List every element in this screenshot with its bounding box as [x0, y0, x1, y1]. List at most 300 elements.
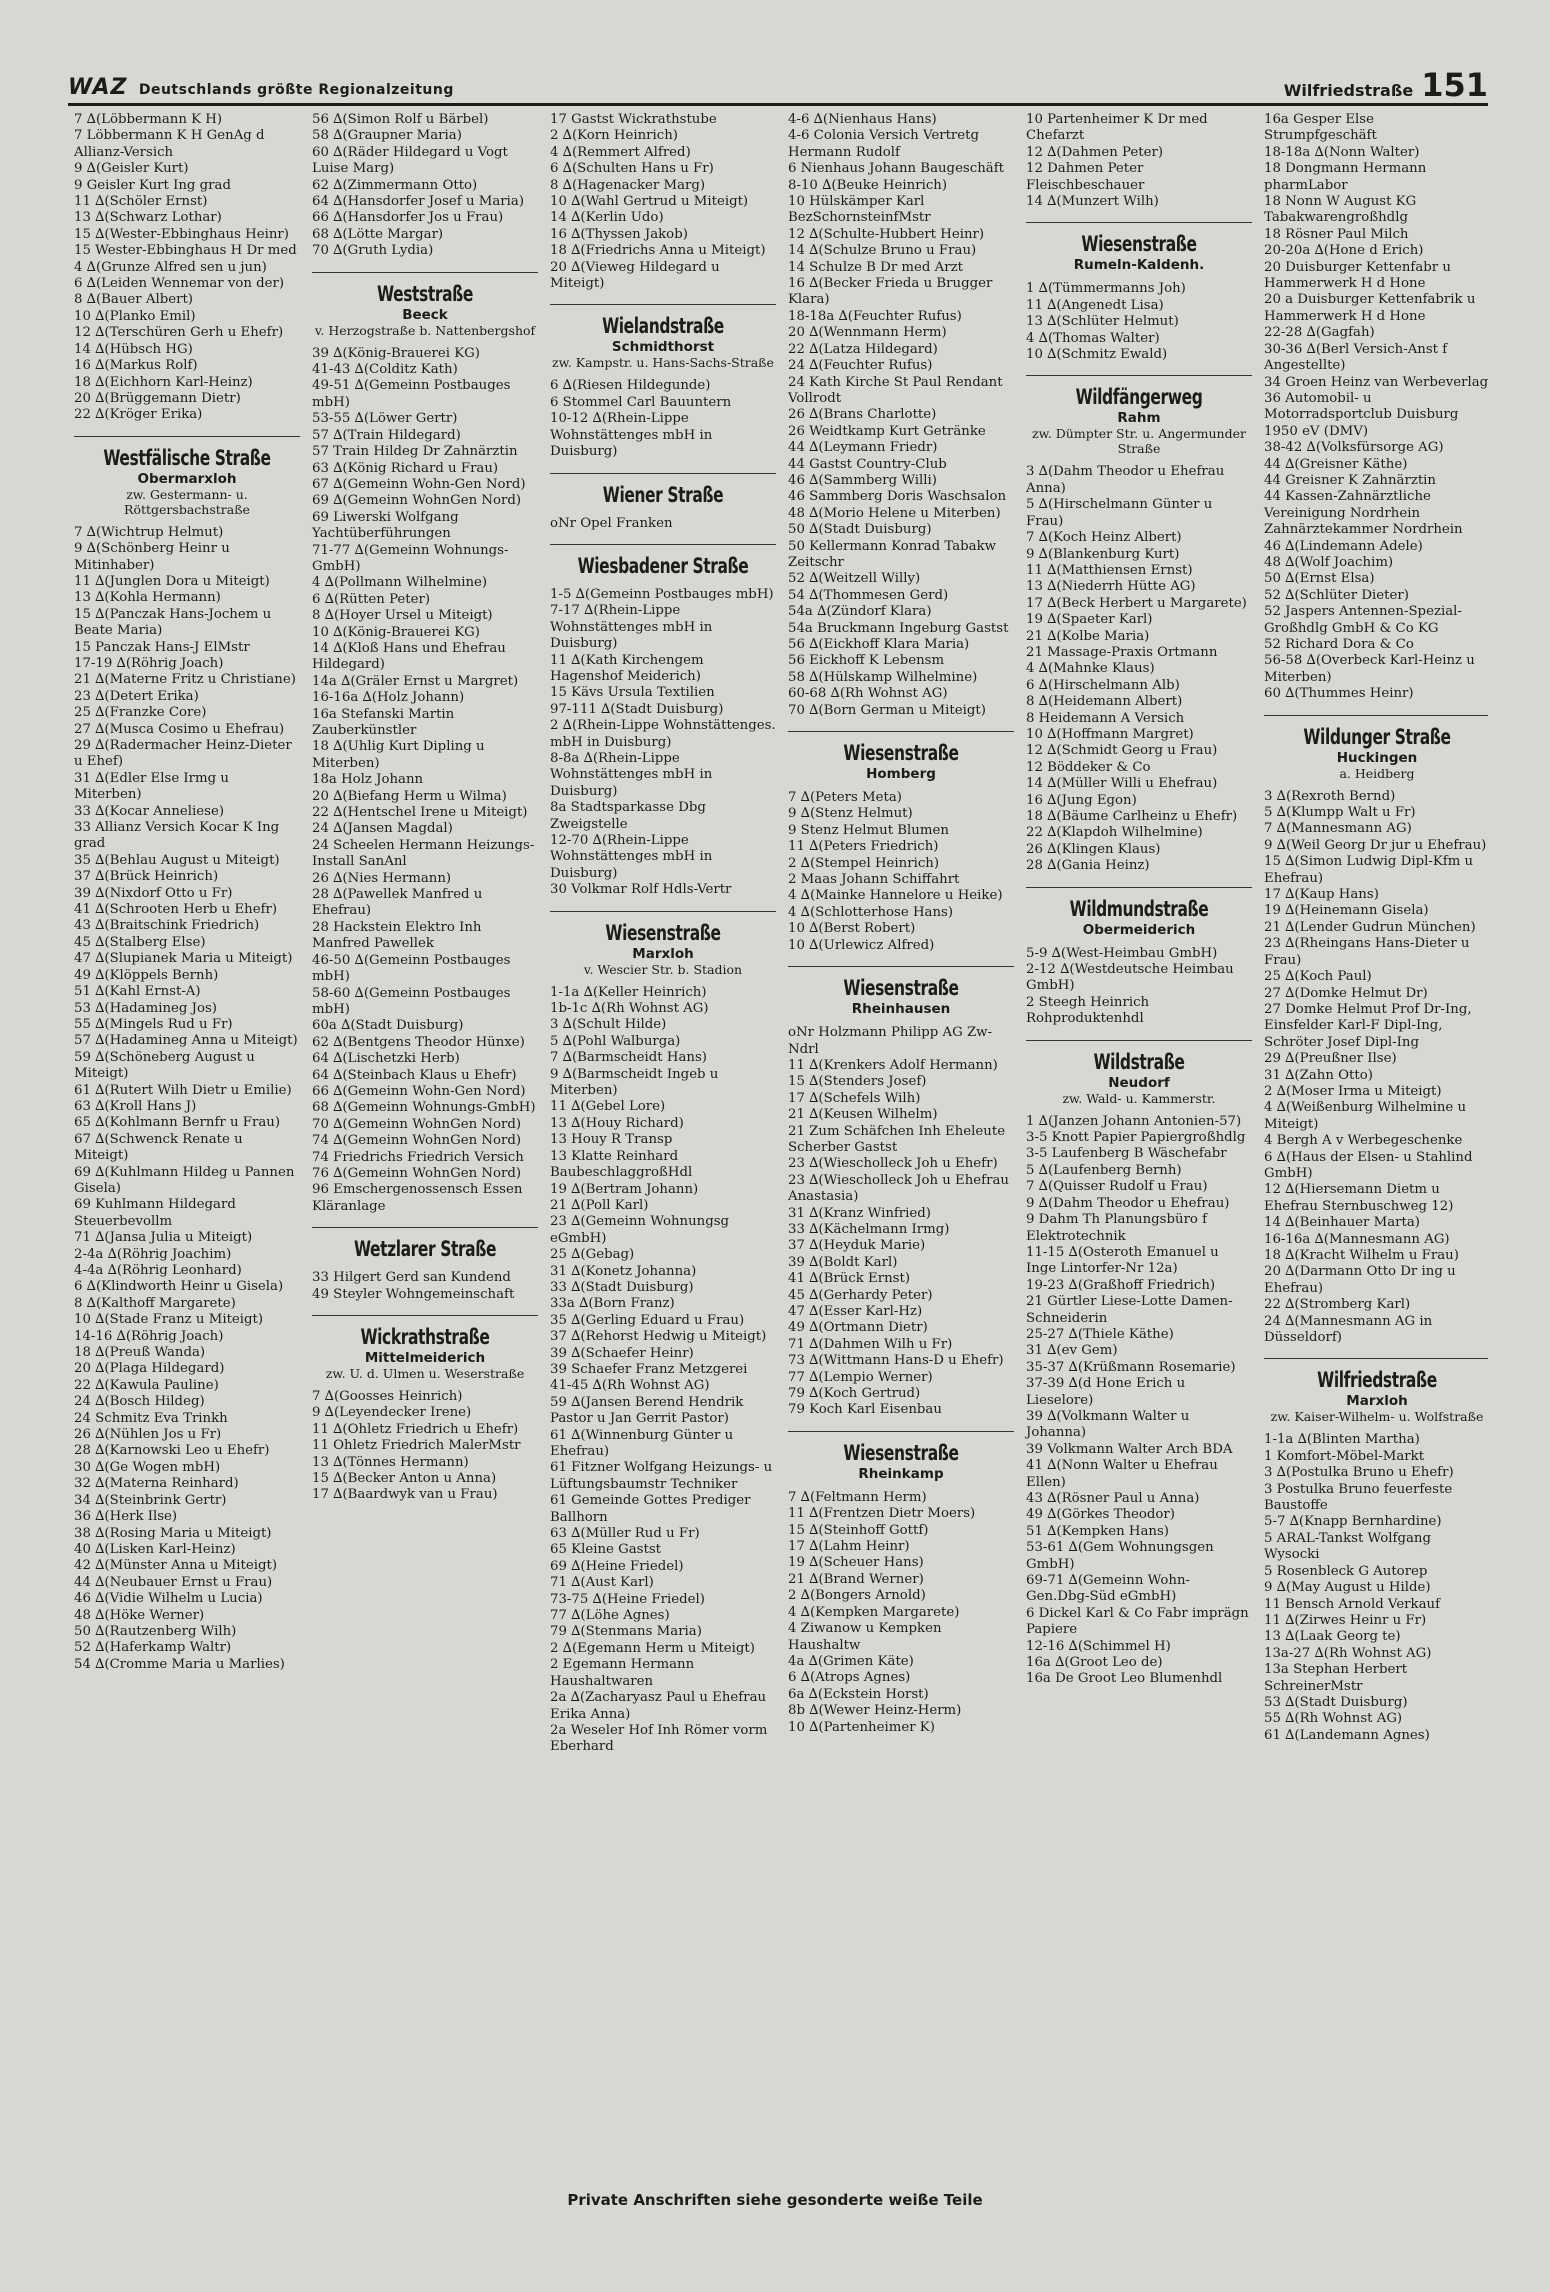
address-entry: 4 ∆(Thomas Walter) [1026, 330, 1160, 346]
address-entry: 25 ∆(Franzke Core) [74, 705, 207, 721]
address-entry: 10 ∆(Urlewicz Alfred) [788, 937, 935, 953]
address-entry: 3 ∆(Schult Hilde) [550, 1017, 667, 1033]
address-entry: 54a Bruckmann Ingeburg Gastst [788, 620, 1009, 636]
street-bounds: zw. U. d. Ulmen u. Weserstraße [325, 1366, 525, 1381]
column-5 [1020, 112, 1258, 2217]
address-entry: 48 ∆(Morio Helene u Miterben) [788, 505, 1001, 521]
street-name: Weststraße [377, 281, 473, 306]
address-entry: 9 Stenz Helmut Blumen [788, 822, 949, 838]
street-bounds: zw. Gestermann- u. Röttgersbachstraße [124, 486, 250, 517]
address-entry: 10 ∆(Partenheimer K) [788, 1719, 935, 1735]
address-entry: 12 ∆(Dahmen Peter) [1026, 144, 1164, 160]
address-entry: 1-5 ∆(Gemeinn Postbauges mbH) [550, 586, 774, 602]
address-entry: 59 ∆(Schöneberg August u Miteigt) [74, 1049, 255, 1082]
street-name: Wildstraße [1093, 1049, 1185, 1074]
address-entry: 18 Nonn W August KG Tabakwarengroßhdlg [1264, 194, 1417, 226]
address-entry: 34 Groen Heinz van Werbeverlag [1264, 374, 1488, 390]
address-entry: 15 Panczak Hans-J ElMstr [74, 639, 250, 655]
address-entry: 66 ∆(Hansdorfer Jos u Frau) [312, 210, 504, 226]
street-name: Wetzlarer Straße [353, 1237, 497, 1262]
address-entry: 14 ∆(Kerlin Udo) [550, 210, 664, 226]
address-entry: 11 Bensch Arnold Verkauf [1264, 1596, 1441, 1612]
address-entry: 15 Kävs Ursula Textilien [550, 685, 715, 701]
address-entry: 51 ∆(Kahl Ernst-A) [74, 984, 201, 1000]
address-entry: 4 ∆(Grunze Alfred sen u jun) [74, 259, 267, 275]
address-entry: 5 ∆(Pohl Walburga) [550, 1033, 681, 1049]
address-entry: 51 ∆(Kempken Hans) [1026, 1523, 1169, 1539]
address-entry: 66 ∆(Gemeinn Wohn-Gen Nord) [312, 1083, 526, 1099]
address-entry: 18 Rösner Paul Milch [1264, 226, 1409, 242]
address-entry: 55 ∆(Rh Wohnst AG) [1264, 1711, 1403, 1727]
address-entry: 36 Automobil- u Motorradsportclub Duisburg 1950 eV (DMV) [1264, 390, 1459, 439]
district-name: Marxloh [632, 945, 694, 962]
address-entry: 33 ∆(Stadt Duisburg) [550, 1279, 694, 1295]
address-entry: 7 ∆(Goosses Heinrich) [312, 1389, 463, 1404]
street-bounds: v. Wescier Str. b. Stadion [583, 961, 743, 977]
address-entry: 61 ∆(Winnenburg Günter u Ehefrau) [550, 1427, 734, 1459]
address-entry: 20 ∆(Vieweg Hildegard u Miteigt) [550, 259, 720, 292]
address-entry: 10 ∆(Berst Robert) [788, 921, 916, 937]
district-name: Rheinhausen [851, 1001, 951, 1018]
address-entry: 16 ∆(Thyssen Jakob) [550, 226, 688, 242]
address-entry: 26 ∆(Brans Charlotte) [788, 407, 937, 423]
street-name: Wilfriedstraße [1317, 1368, 1437, 1393]
address-entry: 12 Dahmen Peter Fleischbeschauer [1026, 161, 1145, 193]
address-entry: 16-16a ∆(Holz Johann) [312, 690, 465, 706]
address-entry: 9 ∆(May August u Hilde) [1264, 1580, 1431, 1596]
address-entry: 62 ∆(Zimmermann Otto) [312, 177, 478, 193]
address-entry: 4a ∆(Grimen Käte) [788, 1653, 914, 1669]
address-entry: 74 Friedrichs Friedrich Versich [312, 1149, 524, 1165]
district-name: Obermarxloh [137, 470, 237, 487]
address-entry: 9 ∆(Stenz Helmut) [788, 806, 913, 822]
address-entry: 4-6 Colonia Versich Vertretg Hermann Rudolf [788, 128, 979, 160]
address-entry: 24 ∆(Bosch Hildeg) [74, 1394, 205, 1410]
address-entry: 10 ∆(Schmitz Ewald) [1026, 347, 1168, 363]
address-entry: 21 Zum Schäfchen Inh Eheleute Scherber Gastst [788, 1123, 1006, 1155]
address-entry: 47 ∆(Esser Karl-Hz) [788, 1304, 923, 1319]
address-entry: 7 ∆(Feltmann Herm) [788, 1489, 927, 1505]
address-entry: 22 ∆(Hentschel Irene u Miteigt) [312, 805, 528, 821]
address-entry: 11 ∆(Junglen Dora u Miteigt) [74, 573, 270, 589]
address-entry: 28 ∆(Pawellek Manfred u Ehefrau) [312, 887, 483, 919]
address-entry: 10 ∆(Stade Franz u Miteigt) [74, 1312, 264, 1328]
address-entry: 69 ∆(Gemeinn WohnGen Nord) [312, 493, 522, 509]
address-entry: 4 ∆(Mahnke Klaus) [1026, 661, 1155, 677]
address-entry: 69 ∆(Kuhlmann Hildeg u Pannen Gisela) [74, 1164, 295, 1196]
address-entry: 11 ∆(Kath Kirchengem Hagenshof Meiderich) [550, 652, 704, 684]
street-bounds: zw. Dümpter Str. u. Angermunder Straße [1032, 426, 1246, 457]
address-entry: 96 Emschergenossensch Essen Kläranlage [312, 1182, 523, 1214]
address-entry: 77 ∆(Löhe Agnes) [550, 1608, 670, 1624]
column-6 [1258, 112, 1488, 2217]
address-entry: 13 ∆(Laak Georg te) [1264, 1629, 1401, 1645]
district-name: Marxloh [1346, 1393, 1408, 1410]
address-entry: 4-6 ∆(Nienhaus Hans) [788, 112, 937, 127]
address-entry: 18-18a ∆(Feuchter Rufus) [788, 308, 962, 324]
district-name: Beeck [402, 306, 448, 323]
address-entry: 61 Gemeinde Gottes Prediger Ballhorn [550, 1493, 751, 1525]
address-entry: 41-45 ∆(Rh Wohnst AG) [550, 1378, 710, 1394]
address-entry: 9 Dahm Th Planungsbüro f Elektrotechnik [1026, 1212, 1208, 1244]
address-entry: 6a ∆(Eckstein Horst) [788, 1686, 929, 1702]
street-section-header [312, 1227, 538, 1262]
address-entry: 15 ∆(Wester-Ebbinghaus Heinr) [74, 226, 289, 242]
address-entry: 21 ∆(Brand Werner) [788, 1571, 924, 1587]
street-name: Wildunger Straße [1303, 724, 1451, 749]
address-entry: 13 Klatte Reinhard BaubeschlaggroßHdl [550, 1148, 693, 1181]
address-entry: 11 ∆(Gebel Lore) [550, 1099, 666, 1115]
address-entry: 1-1a ∆(Keller Heinrich) [550, 984, 707, 1000]
address-entry: 20 ∆(Darmann Otto Dr ing u Ehefrau) [1264, 1264, 1456, 1296]
address-entry: 61 ∆(Rutert Wilh Dietr u Emilie) [74, 1082, 292, 1098]
address-entry: 10 ∆(Hoffmann Margret) [1026, 726, 1194, 742]
address-entry: 39 ∆(Nixdorf Otto u Fr) [74, 885, 233, 901]
address-entry: 12-70 ∆(Rhein-Lippe Wohnstättenges mbH in Duisburg) [550, 833, 713, 881]
address-entry: 46 ∆(Sammberg Willi) [788, 472, 937, 488]
address-entry: 16a ∆(Groot Leo de) [1026, 1655, 1163, 1671]
address-entry: 2a ∆(Zacharyasz Paul u Ehefrau Erika Anna) [550, 1690, 767, 1722]
address-entry: 16a De Groot Leo Blumenhdl [1026, 1671, 1223, 1687]
address-entry: 13 ∆(Schlüter Helmut) [1026, 314, 1179, 330]
street-section-header [1026, 222, 1252, 273]
address-entry: 68 ∆(Gemeinn Wohnungs-GmbH) [312, 1100, 536, 1116]
address-entry: 2 Maas Johann Schiffahrt [788, 872, 960, 888]
address-entry: 13 ∆(Schwarz Lothar) [74, 210, 222, 226]
street-name: Wiesenstraße [843, 1440, 959, 1465]
address-entry: 21 Massage-Praxis Ortmann [1026, 644, 1218, 660]
address-entry: 6 ∆(Haus der Elsen- u Stahlind GmbH) [1264, 1149, 1473, 1181]
address-entry: oNr Opel Franken [550, 515, 673, 531]
address-entry: 6 ∆(Atrops Agnes) [788, 1670, 911, 1686]
column-3 [544, 112, 782, 2217]
column-4 [782, 112, 1020, 2217]
address-entry: 69 Kuhlmann Hildegard Steuerbevollm [74, 1197, 236, 1229]
district-name: Obermeiderich [1082, 921, 1196, 938]
address-entry: 20-20a ∆(Hone d Erich) [1264, 243, 1424, 259]
address-entry: 10 Hülskämper Karl BezSchornsteinfMstr [788, 194, 931, 226]
address-entry: 21 ∆(Lender Gudrun München) [1264, 919, 1476, 935]
address-entry: 56-58 ∆(Overbeck Karl-Heinz u Miterben) [1264, 653, 1475, 685]
street-section-header [312, 272, 538, 338]
address-entry: 32 ∆(Materna Reinhard) [74, 1476, 239, 1492]
address-entry: 39 Schaefer Franz Metzgerei [550, 1361, 748, 1377]
address-entry: 58 ∆(Hülskamp Wilhelmine) [788, 669, 978, 685]
address-entry: 67 ∆(Schwenck Renate u Miteigt) [74, 1131, 243, 1164]
address-entry: 1 ∆(Tümmermanns Joh) [1026, 281, 1186, 297]
address-entry: 57 ∆(Train Hildegard) [312, 427, 461, 443]
address-entry: 41 ∆(Brück Ernst) [788, 1271, 911, 1287]
address-entry: 15 ∆(Stenders Josef) [788, 1074, 927, 1090]
address-entry: 39 Volkmann Walter Arch BDA [1026, 1441, 1233, 1457]
address-entry: 4 ∆(Pollmann Wilhelmine) [312, 575, 488, 591]
street-name: Wiesenstraße [843, 976, 959, 1001]
address-entry: 7-17 ∆(Rhein-Lippe Wohnstättenges mbH in Duisburg) [550, 603, 713, 652]
address-entry: 8a Stadtsparkasse Dbg Zweigstelle [550, 800, 706, 832]
address-entry: 46-50 ∆(Gemeinn Postbauges mbH) [312, 952, 511, 985]
address-entry: 9 ∆(Geisler Kurt) [74, 161, 189, 177]
page-header [68, 62, 1488, 106]
address-entry: 45 ∆(Stalberg Else) [74, 934, 206, 950]
address-entry: 73-75 ∆(Heine Friedel) [550, 1591, 705, 1607]
address-entry: 3-5 Knott Papier Papiergroßhdlg [1026, 1130, 1246, 1146]
address-entry: 12 Böddeker & Co [1026, 759, 1151, 775]
street-bounds: a. Heidberg [1339, 765, 1415, 781]
address-entry: 34 ∆(Steinbrink Gertr) [74, 1492, 227, 1508]
address-entry: 3 ∆(Postulka Bruno u Ehefr) [1264, 1465, 1454, 1481]
address-entry: 14-16 ∆(Röhrig Joach) [74, 1328, 224, 1344]
running-head-street: Wilfriedstraße [1283, 81, 1414, 100]
address-entry: 24 ∆(Feuchter Rufus) [788, 358, 933, 374]
address-entry: 23 ∆(Detert Erika) [74, 688, 199, 704]
address-entry: 3 Postulka Bruno feuerfeste Baustoffe [1264, 1481, 1453, 1514]
address-entry: 49 Steyler Wohngemeinschaft [312, 1286, 515, 1302]
address-entry: 43 ∆(Braitschink Friedrich) [74, 918, 260, 934]
address-entry: 2 ∆(Moser Irma u Miteigt) [1264, 1083, 1442, 1099]
address-entry: 6 Stommel Carl Bauuntern [550, 394, 732, 410]
street-name: Westfälische Straße [103, 445, 271, 470]
address-entry: 11 ∆(Krenkers Adolf Hermann) [788, 1057, 998, 1073]
street-bounds: zw. Wald- u. Kammerstr. [1062, 1090, 1216, 1106]
address-entry: 22 ∆(Stromberg Karl) [1264, 1297, 1411, 1313]
address-entry: 2-12 ∆(Westdeutsche Heimbau GmbH) [1026, 962, 1234, 994]
address-entry: 18-18a ∆(Nonn Walter) [1264, 144, 1420, 160]
address-entry: 12 ∆(Hiersemann Dietm u Ehefrau Sternbuschweg 12) [1264, 1182, 1454, 1214]
address-entry: 5 ARAL-Tankst Wolfgang Wysocki [1264, 1530, 1431, 1563]
street-name: Wildmundstraße [1069, 896, 1209, 921]
address-entry: 35 ∆(Behlau August u Miteigt) [74, 852, 280, 868]
district-name: Mittelmeiderich [364, 1350, 486, 1366]
address-entry: 20 ∆(Plaga Hildegard) [74, 1361, 225, 1377]
address-entry: 7 ∆(Quisser Rudolf u Frau) [1026, 1179, 1208, 1195]
address-entry: 2 Steegh Heinrich Rohproduktenhdl [1026, 994, 1150, 1027]
address-entry: 39 ∆(Schaefer Heinr) [550, 1345, 694, 1361]
address-entry: 77 ∆(Lempio Werner) [788, 1369, 933, 1385]
address-entry: 61 ∆(Landemann Agnes) [1264, 1727, 1430, 1743]
street-section-header [550, 544, 776, 579]
address-entry: 8 ∆(Hagenacker Marg) [550, 177, 706, 193]
address-entry: 22 ∆(Kröger Erika) [74, 407, 203, 423]
address-entry: 33a ∆(Born Franz) [550, 1296, 675, 1312]
address-entry: 54 ∆(Thommesen Gerd) [788, 587, 949, 603]
address-entry: 37-39 ∆(d Hone Erich u Lieselore) [1026, 1376, 1186, 1408]
address-entry: 18a Holz Johann [312, 772, 424, 788]
address-entry: 21 ∆(Materne Fritz u Christiane) [74, 672, 296, 688]
address-entry: 64 ∆(Steinbach Klaus u Ehefr) [312, 1067, 517, 1083]
address-entry: 42 ∆(Münster Anna u Miteigt) [74, 1558, 278, 1574]
address-entry: 33 Allianz Versich Kocar K Ing grad [74, 820, 280, 852]
address-entry: 13a-27 ∆(Rh Wohnst AG) [1264, 1645, 1432, 1661]
address-entry: 14 Schulze B Dr med Arzt [788, 259, 963, 275]
address-entry: 7 ∆(Peters Meta) [788, 790, 902, 806]
street-section-header [1026, 1040, 1252, 1106]
address-entry: 18 ∆(Bäume Carlheinz u Ehefr) [1026, 809, 1238, 824]
address-entry: 27 Domke Helmut Prof Dr-Ing, Einsfelder Karl-F Dipl-Ing, Schröter Josef Dipl-Ing [1264, 1001, 1472, 1050]
address-entry: 59 ∆(Jansen Berend Hendrik Pastor u Jan Gerrit Pastor) [550, 1394, 744, 1427]
address-entry: 60a ∆(Stadt Duisburg) [312, 1018, 464, 1034]
address-entry: 26 Weidtkamp Kurt Getränke [788, 423, 986, 439]
address-entry: 24 Scheelen Hermann Heizungs-Install SanAnl [312, 837, 535, 870]
address-entry: 8 ∆(Bauer Albert) [74, 292, 193, 308]
address-entry: 44 ∆(Neubauer Ernst u Frau) [74, 1574, 273, 1590]
address-entry: 39 ∆(Volkmann Walter u Johanna) [1026, 1408, 1190, 1441]
address-entry: 53-61 ∆(Gem Wohnungsgen GmbH) [1026, 1540, 1214, 1572]
address-entry: 1 Komfort-Möbel-Markt [1264, 1448, 1425, 1464]
address-entry: 79 ∆(Stenmans Maria) [550, 1624, 702, 1640]
address-entry: 18 ∆(Uhlig Kurt Dipling u Miterben) [312, 739, 485, 771]
address-entry: 6 ∆(Hirschelmann Alb) [1026, 677, 1180, 693]
address-entry: 17 ∆(Kaup Hans) [1264, 887, 1379, 903]
address-entry: 21 ∆(Kolbe Maria) [1026, 628, 1150, 644]
address-entry: 30-36 ∆(Berl Versich-Anst f Angestellte) [1264, 341, 1448, 374]
address-entry: 17 ∆(Lahm Heinr) [788, 1539, 910, 1555]
address-entry: 16a Gesper Else Strumpfgeschäft [1264, 112, 1377, 144]
address-entry: 31 ∆(ev Gem) [1026, 1343, 1118, 1359]
address-entry: 48 ∆(Wolf Joachim) [1264, 554, 1394, 570]
address-entry: 29 ∆(Radermacher Heinz-Dieter u Ehef) [74, 738, 292, 770]
masthead-slogan: Deutschlands größte Regionalzeitung [138, 82, 454, 98]
address-entry: 16 ∆(Becker Frieda u Brugger Klara) [788, 276, 993, 308]
address-entry: 11 ∆(Schöler Ernst) [74, 194, 208, 210]
address-entry: 22 ∆(Latza Hildegard) [788, 341, 938, 357]
address-entry: 38 ∆(Rosing Maria u Miteigt) [74, 1525, 272, 1541]
address-entry: 44 ∆(Leymann Friedr) [788, 440, 938, 456]
address-entry: 3-5 Laufenberg B Wäschefabr [1026, 1146, 1227, 1162]
address-entry: 5-7 ∆(Knapp Bernhardine) [1264, 1514, 1442, 1530]
address-entry: 44 ∆(Greisner Käthe) [1264, 456, 1408, 472]
address-entry: 8 ∆(Hoyer Ursel u Miteigt) [312, 608, 493, 624]
address-entry: 20 a Duisburger Kettenfabrik u Hammerwerk H d Hone [1264, 292, 1476, 324]
address-entry: 13 Houy R Transp [550, 1132, 673, 1148]
address-entry: 53 ∆(Stadt Duisburg) [1264, 1694, 1408, 1710]
address-entry: 44 Greisner K Zahnärztin [1264, 472, 1436, 488]
address-entry: 24 ∆(Jansen Magdal) [312, 821, 453, 837]
address-entry: 23 ∆(Wiescholleck Joh u Ehefr) [788, 1156, 998, 1172]
address-entry: 71 ∆(Dahmen Wilh u Fr) [788, 1336, 953, 1352]
address-entry: 2 ∆(Rhein-Lippe Wohnstättenges. mbH in Duisburg) [550, 718, 776, 750]
address-entry: 25-27 ∆(Thiele Käthe) [1026, 1326, 1174, 1342]
address-entry: 52 ∆(Weitzell Willy) [788, 571, 921, 587]
address-entry: 12-16 ∆(Schimmel H) [1026, 1638, 1171, 1654]
column-1 [68, 112, 306, 2217]
address-entry: 2 ∆(Korn Heinrich) [550, 128, 678, 144]
address-entry: 4 ∆(Schlotterhose Hans) [788, 904, 954, 920]
address-entry: 16 ∆(Jung Egon) [1026, 792, 1137, 808]
address-entry: 37 ∆(Brück Heinrich) [74, 869, 219, 885]
address-entry: 19 ∆(Heinemann Gisela) [1264, 903, 1429, 919]
newspaper-masthead [68, 75, 454, 100]
address-entry: 57 ∆(Hadamineg Anna u Miteigt) [74, 1033, 298, 1049]
address-entry: 14 ∆(Hübsch HG) [74, 341, 193, 357]
address-entry: 2a Weseler Hof Inh Römer vorm Eberhard [550, 1722, 768, 1755]
address-entry: 11-15 ∆(Osteroth Emanuel u Inge Lintorfer-Nr 12a) [1026, 1244, 1219, 1277]
address-entry: 22 ∆(Kawula Pauline) [74, 1377, 219, 1393]
street-section-header [1026, 375, 1252, 456]
address-entry: 5 ∆(Hirschelmann Günter u Frau) [1026, 497, 1213, 529]
address-entry: 9 ∆(Barmscheidt Ingeb u Miterben) [550, 1066, 719, 1099]
address-entry: 97-111 ∆(Stadt Duisburg) [550, 701, 724, 717]
address-entry: 2 ∆(Bongers Arnold) [788, 1588, 926, 1604]
address-entry: 20 ∆(Biefang Herm u Wilma) [312, 788, 507, 804]
address-entry: 2 Egemann Hermann Haushaltwaren [550, 1657, 695, 1689]
address-entry: 70 ∆(Gruth Lydia) [312, 243, 434, 259]
address-entry: 64 ∆(Lischetzki Herb) [312, 1051, 460, 1067]
address-entry: 1 ∆(Janzen Johann Antonien-57) [1026, 1113, 1242, 1129]
directory-columns [68, 112, 1488, 2217]
address-entry: 22 ∆(Klapdoh Wilhelmine) [1026, 825, 1203, 841]
address-entry: 8 Heidemann A Versich [1026, 710, 1185, 726]
street-name: Wiesenstraße [843, 741, 959, 766]
address-entry: 50 ∆(Stadt Duisburg) [788, 522, 932, 538]
address-entry: 14 ∆(Kloß Hans und Ehefrau Hildegard) [312, 640, 506, 673]
address-entry: 23 ∆(Wiescholleck Joh u Ehefrau Anastasia) [788, 1172, 1009, 1205]
address-entry: 31 ∆(Zahn Otto) [1264, 1067, 1373, 1083]
address-entry: 52 ∆(Schlüter Dieter) [1264, 587, 1409, 603]
address-entry: 14 ∆(Müller Willi u Ehefrau) [1026, 776, 1218, 792]
address-entry: 69-71 ∆(Gemeinn Wohn-Gen.Dbg-Süd eGmbH) [1026, 1573, 1190, 1605]
address-entry: 24 ∆(Mannesmann AG in Düsseldorf) [1264, 1313, 1433, 1346]
address-entry: 15 ∆(Steinhoff Gottf) [788, 1522, 929, 1538]
address-entry: 2 ∆(Egemann Herm u Miteigt) [550, 1640, 755, 1656]
address-entry: 39 ∆(Boldt Karl) [788, 1254, 898, 1270]
address-entry: 49 ∆(Klöppels Bernh) [74, 967, 219, 983]
address-entry: 71 ∆(Aust Karl) [550, 1575, 654, 1591]
address-entry: 37 ∆(Rehorst Hedwig u Miteigt) [550, 1329, 767, 1345]
street-section-header [74, 436, 300, 517]
address-entry: 14a ∆(Gräler Ernst u Margret) [312, 673, 519, 689]
district-name: Rheinkamp [858, 1465, 944, 1482]
address-entry: 68 ∆(Lötte Margar) [312, 226, 444, 242]
address-entry: 4-4a ∆(Röhrig Leonhard) [74, 1263, 242, 1278]
address-entry: 48 ∆(Höke Werner) [74, 1607, 205, 1623]
address-entry: 11 Ohletz Friedrich MalerMstr [312, 1438, 521, 1454]
street-name: Wiesenstraße [605, 920, 721, 945]
address-entry: 8b ∆(Wewer Heinz-Herm) [788, 1703, 962, 1719]
address-entry: 73 ∆(Wittmann Hans-D u Ehefr) [788, 1353, 1004, 1369]
address-entry: 58-60 ∆(Gemeinn Postbauges mbH) [312, 985, 511, 1017]
address-entry: 15 Wester-Ebbinghaus H Dr med [74, 243, 297, 259]
address-entry: 20 Duisburger Kettenfabr u Hammerwerk H d Hone [1264, 259, 1451, 292]
street-name: Wiesenstraße [1081, 232, 1197, 257]
street-section-header [788, 731, 1014, 782]
address-entry: 13 ∆(Niederrh Hütte AG) [1026, 579, 1196, 595]
address-entry: 44 Gastst Country-Club [788, 456, 947, 472]
address-entry: 9 ∆(Schönberg Heinr u Mitinhaber) [74, 541, 230, 573]
address-entry: 18 ∆(Eichhorn Karl-Heinz) [74, 374, 253, 390]
street-name: Wiesbadener Straße [577, 553, 749, 578]
address-entry: 79 ∆(Koch Gertrud) [788, 1386, 921, 1402]
address-entry: 16-16a ∆(Mannesmann AG) [1264, 1231, 1450, 1247]
address-entry: 49 ∆(Ortmann Dietr) [788, 1320, 928, 1336]
address-entry: oNr Holzmann Philipp AG Zw-Ndrl [788, 1025, 993, 1057]
address-entry: 50 Kellermann Konrad Tabakw Zeitschr [788, 538, 997, 570]
address-entry: 47 ∆(Slupianek Maria u Miteigt) [74, 951, 293, 967]
address-entry: 8-8a ∆(Rhein-Lippe Wohnstättenges mbH in Duisburg) [550, 750, 713, 799]
address-entry: 11 ∆(Zirwes Heinr u Fr) [1264, 1612, 1427, 1628]
address-entry: 23 ∆(Gemeinn Wohnungsg eGmbH) [550, 1214, 730, 1246]
address-entry: 41 ∆(Schrooten Herb u Ehefr) [74, 902, 278, 918]
address-entry: 9 ∆(Weil Georg Dr jur u Ehefrau) [1264, 837, 1487, 853]
address-entry: 37 ∆(Heyduk Marie) [788, 1238, 926, 1254]
address-entry: 4 ∆(Kempken Margarete) [788, 1604, 960, 1620]
district-name: Huckingen [1336, 749, 1418, 766]
street-bounds: zw. Kampstr. u. Hans-Sachs-Straße [552, 355, 774, 371]
address-entry: 17 ∆(Schefels Wilh) [788, 1090, 921, 1106]
address-entry: 63 ∆(Müller Rud u Fr) [550, 1526, 700, 1542]
address-entry: 49 ∆(Görkes Theodor) [1026, 1507, 1175, 1523]
address-entry: 8-10 ∆(Beuke Heinrich) [788, 177, 948, 193]
address-entry: 4 ∆(Mainke Hannelore u Heike) [788, 888, 1003, 904]
